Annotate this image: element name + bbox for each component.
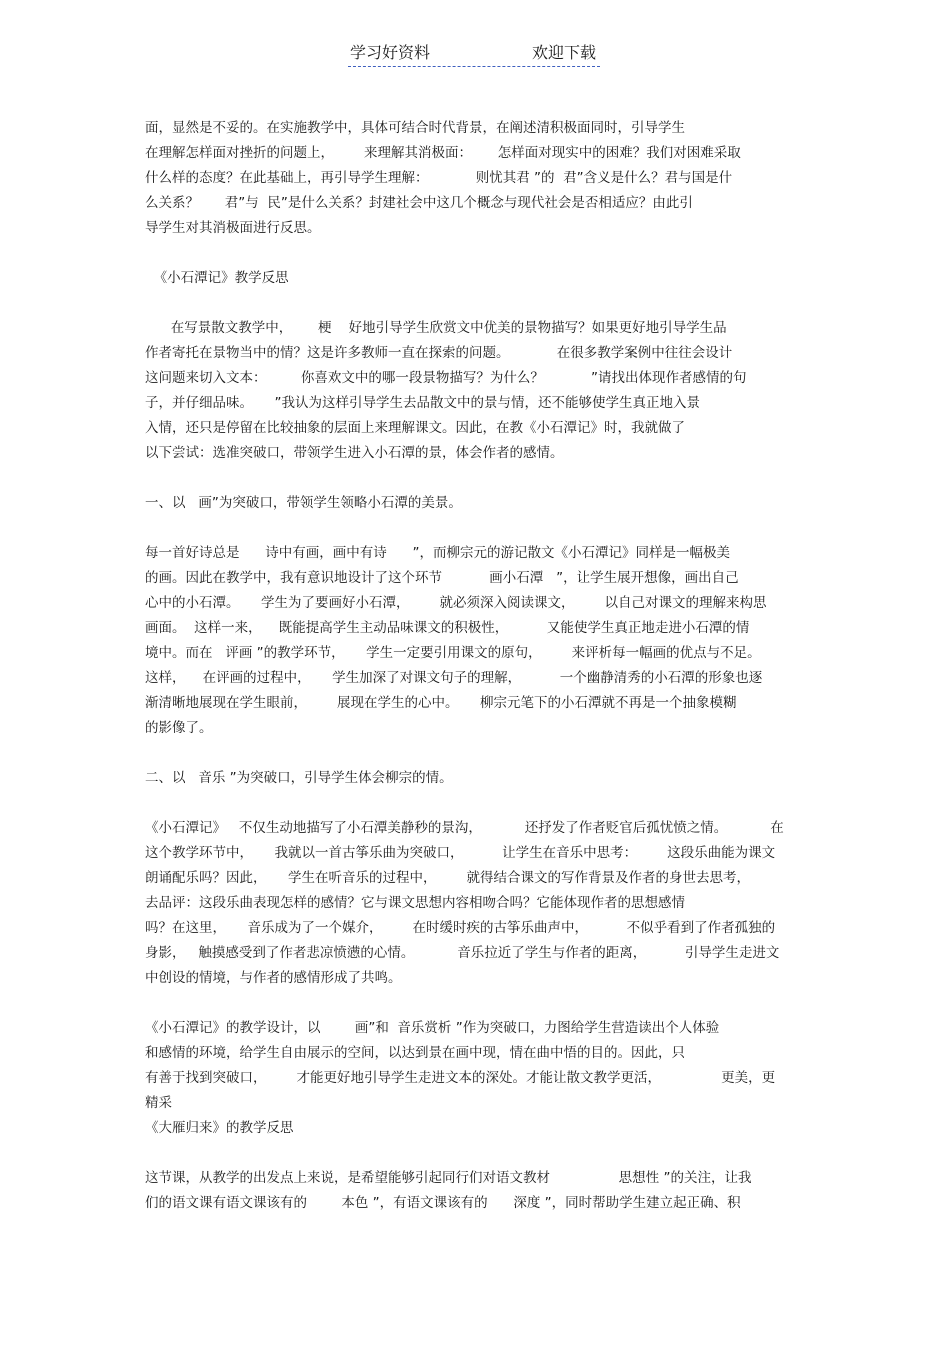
text-line: 子，并仔细品味。 ”我认为这样引导学生去品散文中的景与情，还不能够使学生真正地入景 — [145, 395, 700, 411]
text-line: 和感情的环境，给学生自由展示的空间，以达到景在画中现，情在曲中悟的目的。因此，只 — [145, 1045, 685, 1061]
text-line: 精采 — [145, 1095, 172, 1111]
paragraph-1 — [145, 116, 815, 241]
text-line: 朗诵配乐吗？因此， 学生在听音乐的过程中， 就得结合课文的写作背景及作者的身世去思考， — [145, 870, 750, 886]
text-line: 的影像了。 — [145, 720, 213, 736]
text-line: 中创设的情境，与作者的感情形成了共鸣。 — [145, 970, 402, 986]
text-line: 在理解怎样面对挫折的问题上， 来理解其消极面： 怎样面对现实中的困难？我们对困难采取 — [145, 145, 741, 161]
header-right-text: 欢迎下载 — [531, 43, 596, 62]
text-line: 这个教学环节中， 我就以一首古筝乐曲为突破口， 让学生在音乐中思考： 这段乐曲能为课文 — [145, 845, 776, 861]
text-line: 面，显然是不妥的。在实施教学中，具体可结合时代背景，在阐述清积极面同时，引导学生 — [145, 120, 685, 136]
text-line: 去品评：这段乐曲表现怎样的感情？它与课文思想内容相吻合吗？它能体现作者的思想感情 — [145, 895, 685, 911]
section-title-dayanguilai: 《大雁归来》的教学反思 — [145, 1120, 294, 1136]
text-line: 这问题来切入文本： 你喜欢文中的哪一段景物描写？为什么？ ”请找出体现作者感情的句 — [145, 370, 747, 386]
text-line: 画面。 这样一来， 既能提高学生主动品味课文的积极性， 又能使学生真正地走进小石潭的情 — [145, 620, 750, 636]
text-line: 这节课，从教学的出发点上来说，是希望能够引起同行们对语文教材 思想性 ”的关注，让我 — [145, 1170, 752, 1186]
text-line: 么关系？ 君”与 民”是什么关系？封建社会中这几个概念与现代社会是否相适应？由此引 — [145, 195, 693, 211]
text-line: 作者寄托在景物当中的情？这是许多教师一直在探索的问题。 在很多教学案例中往往会设计 — [145, 345, 733, 361]
page-header — [348, 40, 600, 67]
text-line: 以下尝试：选准突破口，带领学生进入小石潭的景，体会作者的感情。 — [145, 445, 564, 461]
text-line: 的画。因此在教学中，我有意识地设计了这个环节 画小石潭 ”，让学生展开想像，画出自己 — [145, 570, 739, 586]
text-line: 在写景散文教学中， 梗 好地引导学生欣赏文中优美的景物描写？如果更好地引导学生品 — [145, 320, 727, 336]
text-line: 渐清晰地展现在学生眼前， 展现在学生的心中。 柳宗元笔下的小石潭就不再是一个抽象模糊 — [145, 695, 737, 711]
text-line: 境中。而在 评画 ”的教学环节， 学生一定要引用课文的原句， 来评析每一幅画的优点与不足。 — [145, 645, 761, 661]
subheading-2: 二、以 音乐 ”为突破口，引导学生体会柳宗的情。 — [145, 770, 453, 786]
text-line: 《小石潭记》的教学设计，以 画”和 音乐赏析 ”作为突破口，力图给学生营造读出个人体验 — [145, 1020, 720, 1036]
text-line: 这样， 在评画的过程中， 学生加深了对课文句子的理解， 一个幽静清秀的小石潭的形象也逐 — [145, 670, 763, 686]
text-line: 导学生对其消极面进行反思。 — [145, 220, 321, 236]
paragraph-2 — [145, 316, 815, 466]
text-line: 有善于找到突破口， 才能更好地引导学生走进文本的深处。才能让散文教学更活， 更美，更 — [145, 1070, 776, 1086]
section-title-xiaoshitanji: 《小石潭记》教学反思 — [145, 270, 289, 286]
paragraph-6 — [145, 1166, 815, 1216]
paragraph-5 — [145, 1016, 815, 1116]
paragraph-3 — [145, 541, 815, 741]
document-body — [145, 116, 815, 1216]
text-line: 每一首好诗总是 诗中有画，画中有诗 ”，而柳宗元的游记散文《小石潭记》同样是一幅极美 — [145, 545, 730, 561]
text-line: 吗？在这里， 音乐成为了一个媒介， 在时缓时疾的古筝乐曲声中， 不似乎看到了作者孤独的 — [145, 920, 776, 936]
subheading-1: 一、以 画”为突破口，带领学生领略小石潭的美景。 — [145, 495, 462, 511]
text-line: 《小石潭记》 不仅生动地描写了小石潭美静秒的景沟， 还抒发了作者贬官后孤忧愤之情。 在 — [145, 820, 784, 836]
header-left-text: 学习好资料 — [350, 43, 431, 62]
text-line: 们的语文课有语文课该有的 本色 ”，有语文课该有的 深度 ”，同时帮助学生建立起正确、积 — [145, 1195, 741, 1211]
text-line: 心中的小石潭。 学生为了要画好小石潭， 就必须深入阅读课文， 以自己对课文的理解来构思 — [145, 595, 767, 611]
text-line: 什么样的态度？在此基础上，再引导学生理解： 则忧其君 ”的 君”含义是什么？君与国是什 — [145, 170, 733, 186]
text-line: 身影， 触摸感受到了作者悲凉愤懑的心情。 音乐拉近了学生与作者的距离， 引导学生走进文 — [145, 945, 780, 961]
paragraph-4 — [145, 816, 815, 991]
text-line: 入情，还只是停留在比较抽象的层面上来理解课文。因此，在教《小石潭记》时，我就做了 — [145, 420, 685, 436]
